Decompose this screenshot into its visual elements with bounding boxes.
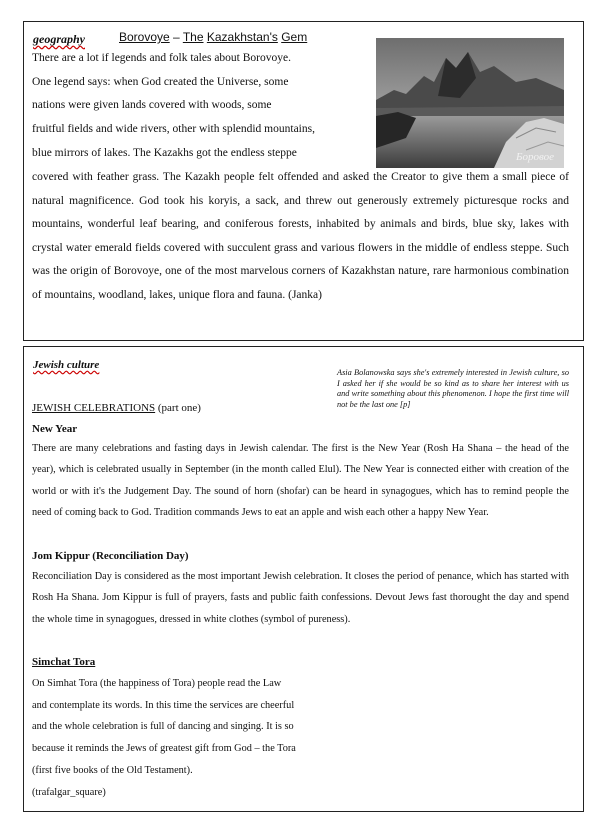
borovoye-photo [376, 38, 564, 168]
article-title [119, 30, 307, 44]
kippur-title: Jom Kippur (Reconciliation Day) [32, 550, 189, 562]
simchat-line: (first five books of the Old Testament). [32, 765, 193, 776]
title-gem: Gem [281, 30, 308, 44]
simchat-line: and contemplate its words. In this time the services are cheerful [32, 700, 295, 711]
jewish-culture-article [23, 346, 584, 812]
simchat-line: because it reminds the Jews of greatest gift from God – the Tora [32, 743, 296, 754]
intro-line: nations were given lands covered with woods, some [32, 99, 272, 111]
section-label-jewish: Jewish culture [33, 359, 100, 371]
intro-line: fruitful fields and wide rivers, other with splendid mountains, [32, 123, 315, 135]
editor-note: Asia Bolanowska says she's extremely interested in Jewish culture, so I asked her if she would be so kind as to share her interest with us and write something about this phenomenon. I hope the first time will not be the last one [p] [337, 368, 569, 409]
new-year-title: New Year [32, 423, 78, 435]
intro-line: One legend says: when God created the Universe, some [32, 76, 289, 88]
title-dash: – [169, 30, 183, 44]
intro-line: There are a lot if legends and folk tales about Borovoye. [32, 52, 291, 64]
simchat-line: On Simhat Tora (the happiness of Tora) people read the Law [32, 678, 282, 689]
section-label-geography: geography [33, 32, 85, 46]
title-place: Borovoye [119, 30, 170, 44]
title-the: The [182, 30, 204, 44]
simchat-line: and the whole celebration is full of dancing and singing. It is so [32, 721, 294, 732]
article-body: covered with feather grass. The Kazakh people felt offended and asked the Creator to give them a small piece of natural magnificence. God took his koryis, a sack, and threw out generously extremely picturesque rocks and mountains, wonderful leaf bearing, and coniferous forests, inhabited by animals and birds, blue sky, lakes with crystal water emerald fields covered with succulent grass and various flowers in the middle of endless steppe. Such was the origin of Borovoye, one of the most marvelous corners of Kazakhstan nature, rare harmonious combination of mountains, woodland, lakes, unique flora and fauna. (Janka) [32, 171, 569, 301]
heading-text: JEWISH CELEBRATIONS [32, 402, 156, 414]
simchat-title: Simchat Tora [32, 656, 96, 668]
kippur-text: Reconciliation Day is considered as the most important Jewish celebration. It closes the period of penance, which has started with Rosh Ha Shana. Jom Kippur is full of prayers, fasts and public faith confessions. Devout Jews fast thorought the day and spend the whole time in synagogues, dressed in white clothes (symbol of pureness). [32, 571, 569, 625]
photo-caption: Боровое [516, 151, 555, 163]
new-year-text: There are many celebrations and fasting days in Jewish calendar. The first is the New Year (Rosh Ha Shana – the head of the year), which is celebrated usually in September (in the month called Elul). The New Year is connected either with creation of the world or with it's the Judgement Day. The sound of horn (shofar) can be heard in synagogues, which has to remind people the need of coming back to God. Tradition commands Jews to eat an apple and wish each other a happy New Year. [32, 443, 569, 519]
intro-line: blue mirrors of lakes. The Kazakhs got the endless steppe [32, 147, 297, 159]
heading-suffix: (part one) [155, 402, 201, 414]
author-signature: (trafalgar_square) [32, 787, 106, 798]
geography-article [23, 21, 584, 341]
title-country: Kazakhstan's [206, 30, 278, 44]
article-heading [32, 402, 201, 414]
